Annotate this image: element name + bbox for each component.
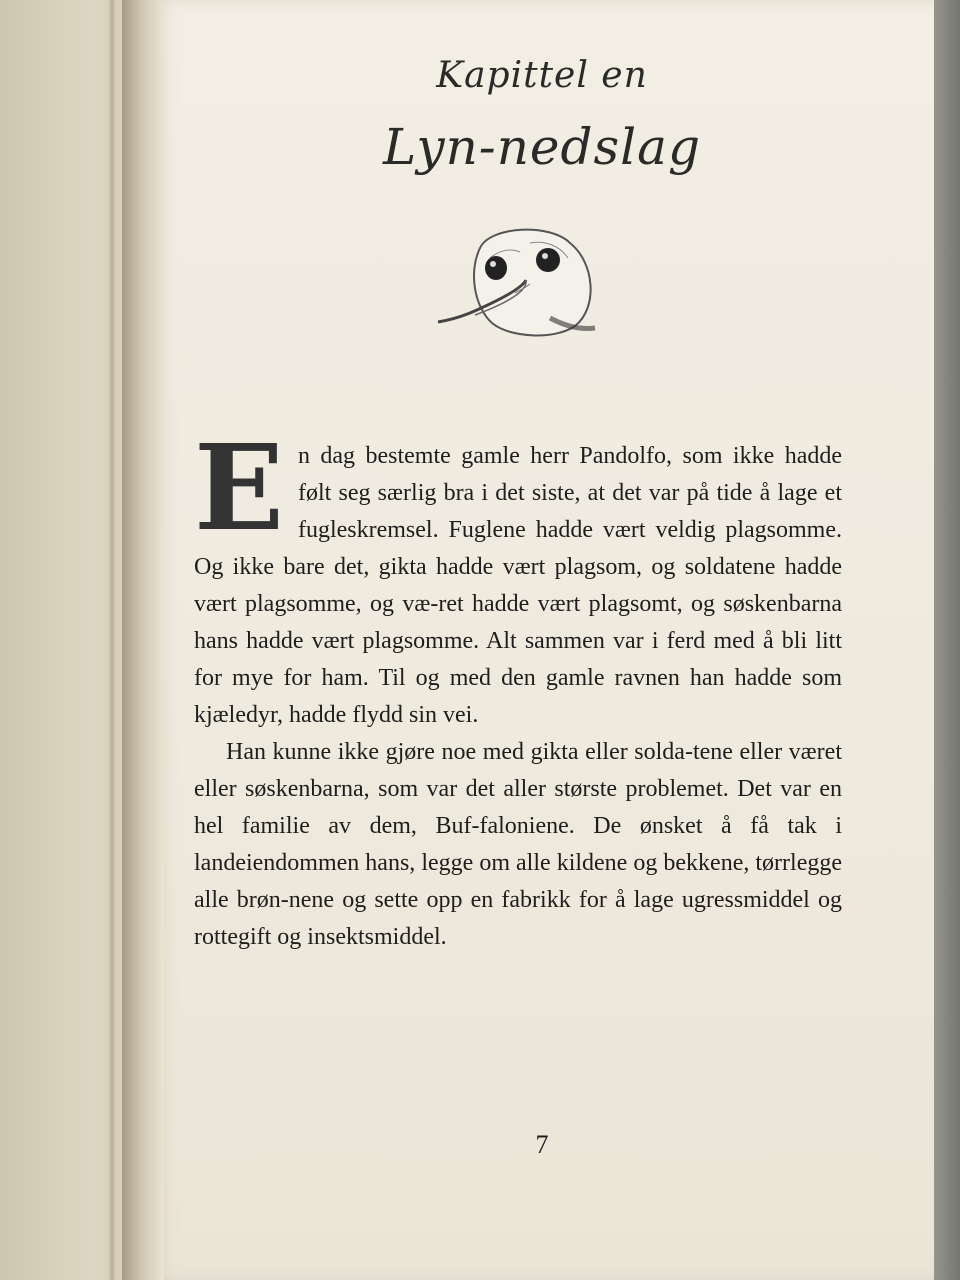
chapter-label: Kapittel en: [436, 55, 648, 96]
scarecrow-head-icon: [430, 218, 605, 343]
chapter-title: Lyn-nedslag: [383, 118, 701, 176]
background-surface: [930, 0, 960, 1280]
paragraph-1-text: n dag bestemte gamle herr Pandolfo, som ikke hadde følt seg særlig bra i det siste, at det var på tide å lage et fugleskremsel. Fuglene hadde vært veldig plagsomme. Og ikke bare det, gikta hadde vært plagsom, og soldatene hadde vært plagsomme, og væ-ret hadde vært plagsomt, og søskenbarna hans hadde vært plagsomme. Alt sammen var i ferd med å bli litt for mye for ham. Til og med den gamle ravnen han hadde som kjæledyr, hadde flydd sin vei.: [194, 443, 842, 728]
page-number: 7: [535, 1130, 549, 1159]
paragraph-2: Han kunne ikke gjøre noe med gikta eller solda-tene eller været eller søskenbarna, som var det aller største problemet. Det var en hel familie av dem, Buf-faloniene. De ønsket å få tak i landeiendommen hans, legge om alle kildene og bekkene, tørrlegge alle brøn-nene og sette opp en fabrikk for å lage ugressmiddel og rottegift og insektsmiddel.: [194, 739, 842, 950]
drop-cap: E: [194, 418, 284, 557]
chapter-body: [194, 418, 842, 956]
book-page: [150, 0, 934, 1280]
book-gutter: [122, 0, 164, 1280]
left-page-edge: [108, 0, 116, 1280]
paragraph-1: [194, 418, 842, 734]
